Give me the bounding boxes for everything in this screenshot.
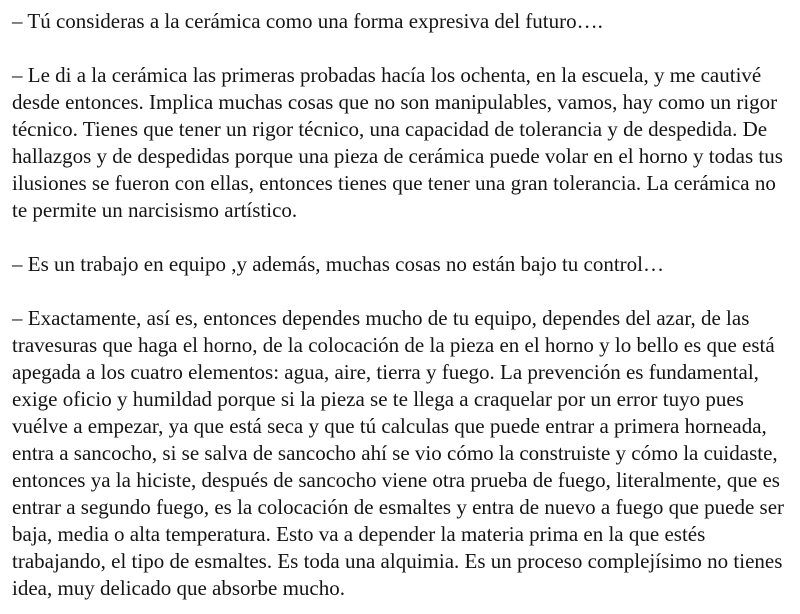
- interview-answer-2: – Exactamente, así es, entonces dependes mucho de tu equipo, dependes del azar, de las travesuras que haga el horno, de la colocación de la pieza en el horno y lo bello es que está apegada a los cuatro elementos: agua, aire, tierra y fuego. La prevención es fundamental, exige oficio y humildad porque si la pieza se te llega a craquelar por un error tuyo pues vuélve a empezar, ya que está seca y que tú calculas que puede entrar a primera horneada, entra a sancocho, si se salva de sancocho ahí se vio cómo la construiste y cómo la cuidaste, entonces ya la hiciste, después de sancocho viene otra prueba de fuego, literalmente, que es entrar a segundo fuego, es la colocación de esmaltes y entra de nuevo a fuego que puede ser baja, media o alta temperatura. Esto va a depender la materia prima en la que estés trabajando, el tipo de esmaltes. Es toda una alquimia. Es un proceso complejísimo no tienes idea, muy delicado que absorbe mucho.: [12, 306, 785, 600]
- interview-question-1: – Tú consideras a la cerámica como una forma expresiva del futuro….: [12, 9, 603, 33]
- interview-question-2: – Es un trabajo en equipo ,y además, muchas cosas no están bajo tu control…: [12, 252, 665, 276]
- interview-answer-1: – Le di a la cerámica las primeras probadas hacía los ochenta, en la escuela, y me cautivé desde entonces. Implica muchas cosas que no son manipulables, vamos, hay como un rigor técnico. Tienes que tener un rigor técnico, una capacidad de tolerancia y de despedida. De hallazgos y de despedidas porque una pieza de cerámica puede volar en el horno y todas tus ilusiones se fueron con ellas, entonces tienes que tener una gran tolerancia. La cerámica no te permite un narcisismo artístico.: [12, 63, 783, 222]
